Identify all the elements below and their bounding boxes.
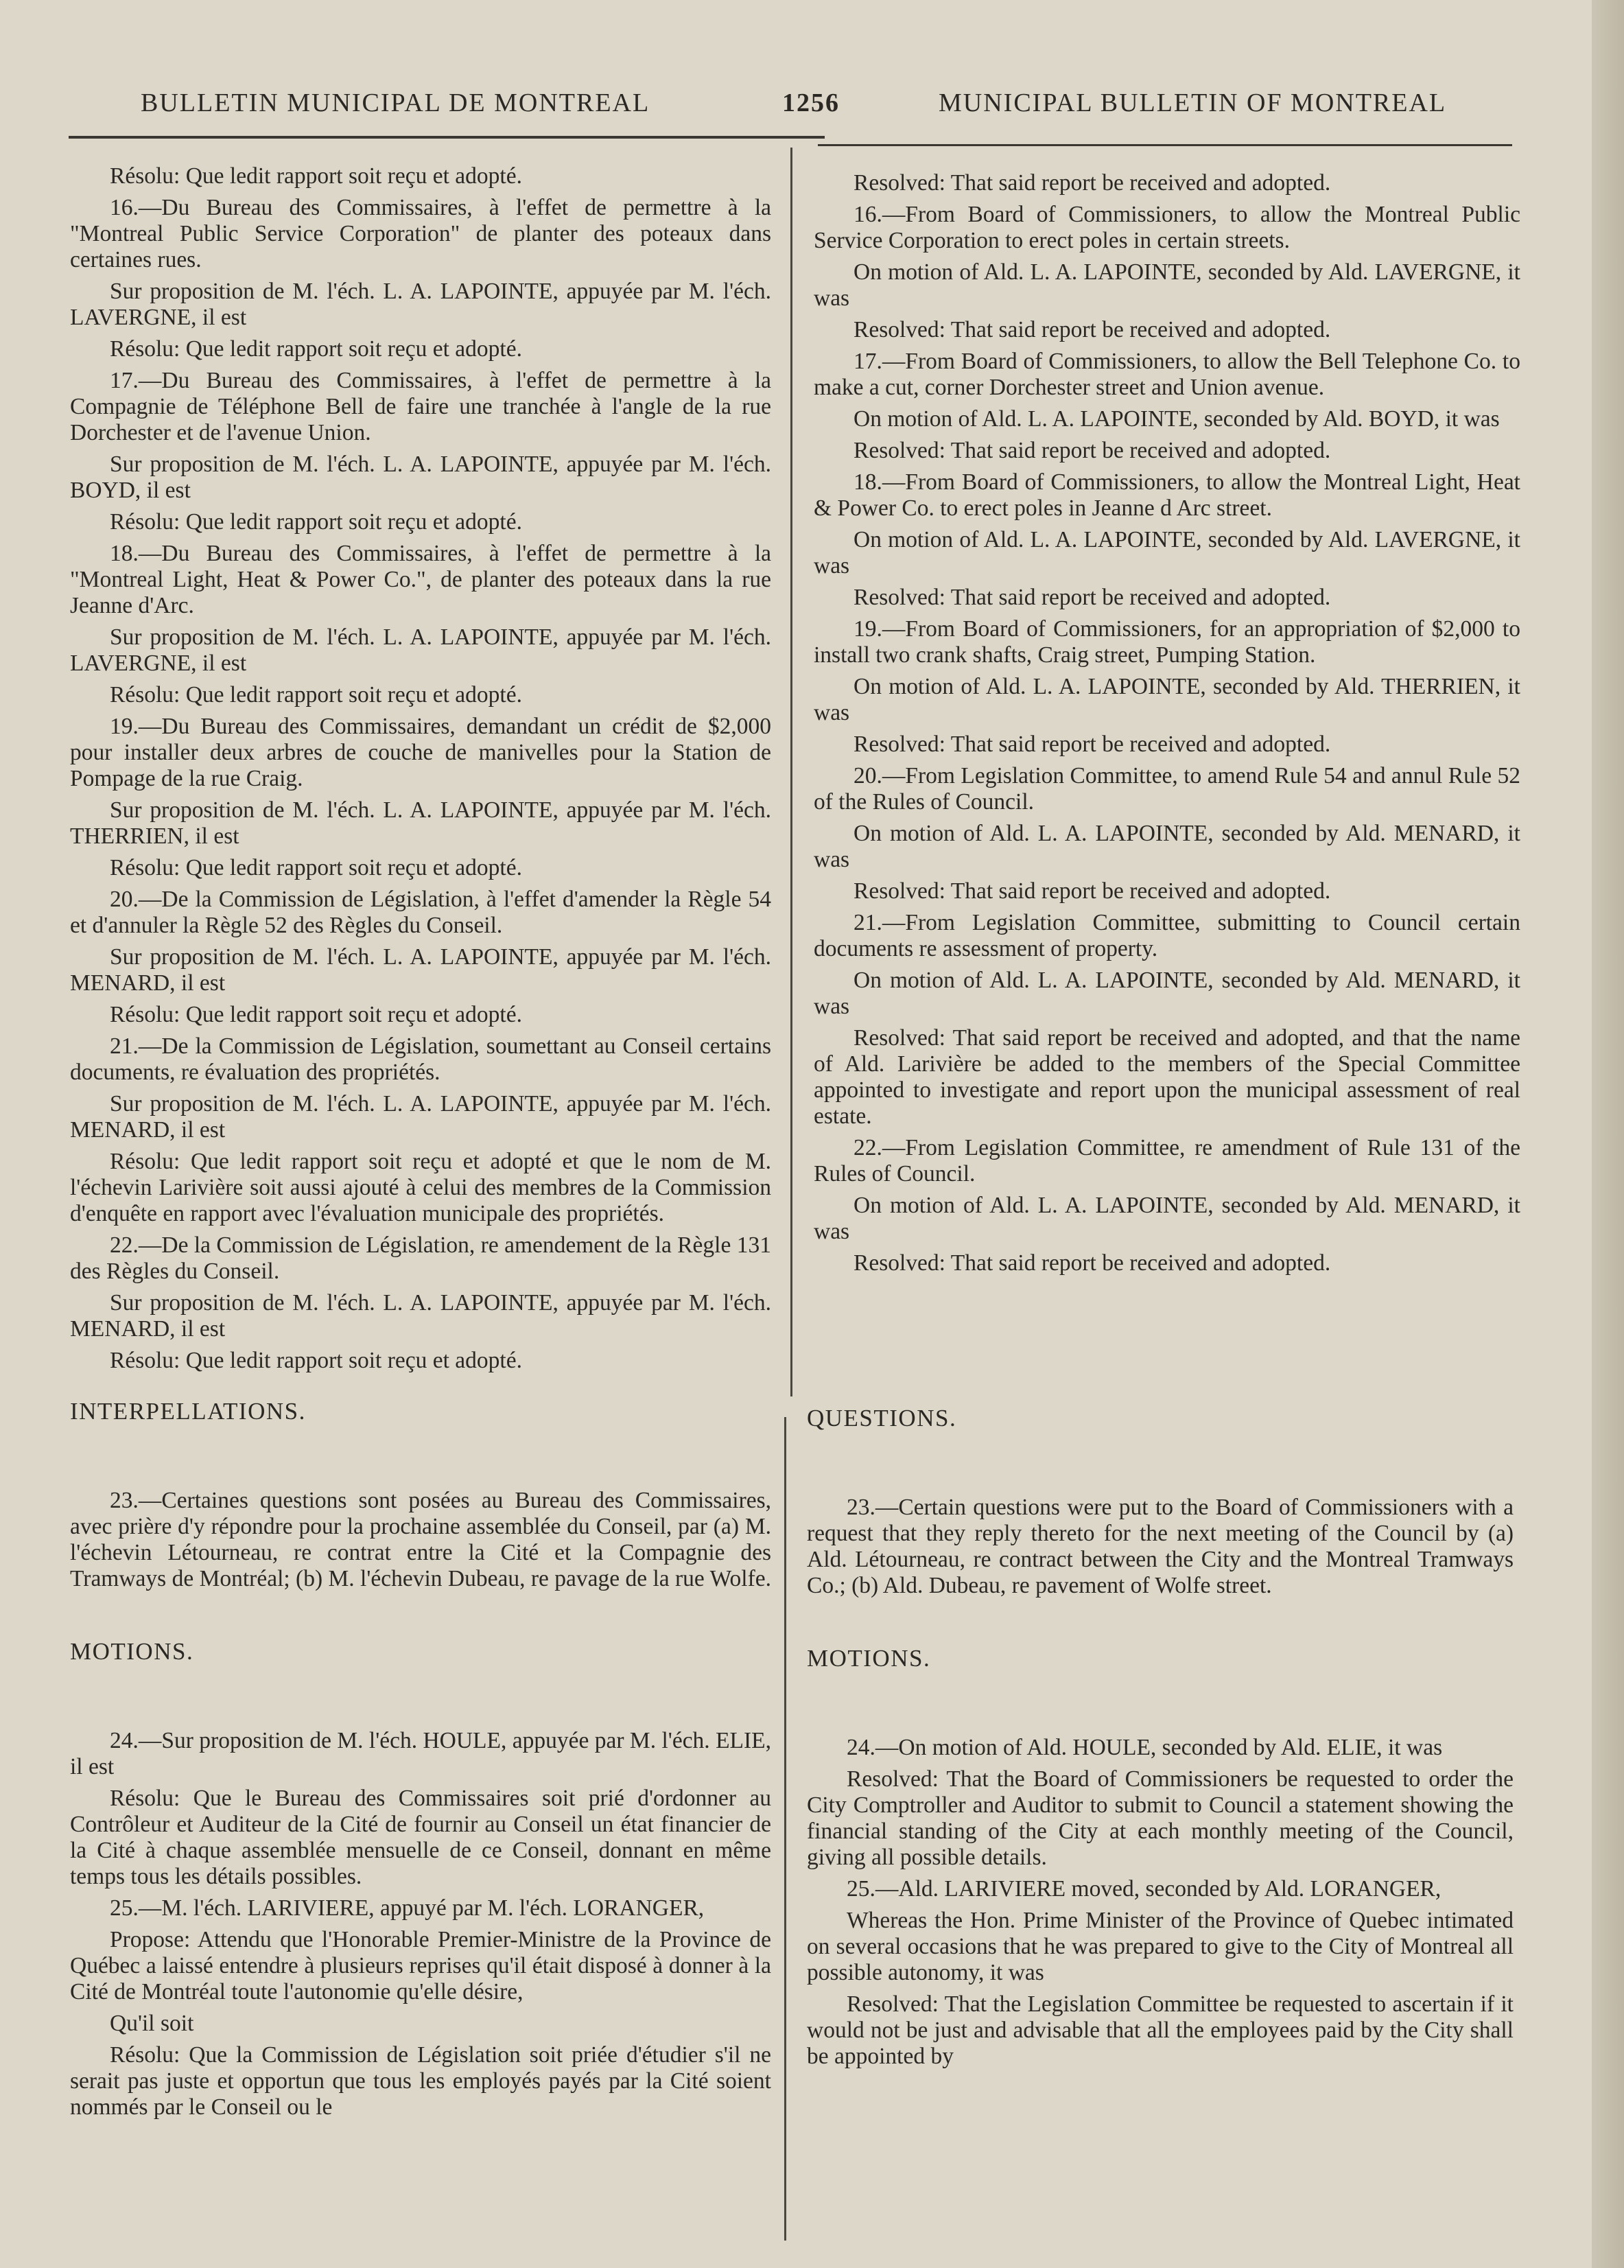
fr-paragraph: 16.—Du Bureau des Commissaires, à l'effet de permettre à la "Montreal Public Service Corporation" de planter des poteaux dans certaines rues.	[70, 195, 771, 272]
fr-motion-paragraph: 25.—M. l'éch. LARIVIERE, appuyé par M. l'éch. LORANGER,	[110, 1895, 705, 1921]
fr-paragraph: Sur proposition de M. l'éch. L. A. LAPOINTE, appuyée par M. l'éch. MENARD, il est	[70, 944, 771, 996]
en-motion-paragraph: Resolved: That the Legislation Committee be requested to ascertain if it would not be just and advisable that all the employees paid by the City shall be appointed by	[807, 1991, 1514, 2069]
questions-text: 23.—Certain questions were put to the Board of Commissioners with a request that they reply thereto for the next meeting of the Council by (a) Ald. Létourneau, re contract between the City and the Montreal Tramways Co.; (b) Ald. Dubeau, re pavement of Wolfe street.	[807, 1495, 1514, 1598]
fr-paragraph: Sur proposition de M. l'éch. L. A. LAPOINTE, appuyée par M. l'éch. LAVERGNE, il est	[70, 624, 771, 676]
english-column-top	[814, 170, 1520, 1282]
en-motion-paragraph: Resolved: That the Board of Commissioners be requested to order the City Comptroller and Auditor to submit to Council a statement showing the financial standing of the City at each monthly meeting of the Council, giving all possible details.	[807, 1766, 1514, 1870]
fr-paragraph: 18.—Du Bureau des Commissaires, à l'effet de permettre à la "Montreal Light, Heat & Power Co.", de planter des poteaux dans la rue Jeanne d'Arc.	[70, 541, 771, 618]
en-paragraph: Resolved: That said report be received and adopted, and that the name of Ald. Larivière be added to the members of the Special Committee appointed to investigate and report upon the municipal assessment of real estate.	[814, 1025, 1520, 1129]
en-paragraph: On motion of Ald. L. A. LAPOINTE, seconded by Ald. MENARD, it was	[814, 1193, 1520, 1244]
fr-paragraph: Résolu: Que ledit rapport soit reçu et adopté et que le nom de M. l'échevin Larivière soit aussi ajouté à celui des membres de la Commission d'enquête en rapport avec l'évaluation municipale des propriétés.	[70, 1149, 771, 1226]
en-paragraph: On motion of Ald. L. A. LAPOINTE, seconded by Ald. THERRIEN, it was	[814, 674, 1520, 725]
section-gap	[807, 1604, 1514, 1646]
page-number: 1256	[782, 89, 840, 117]
en-paragraph: 18.—From Board of Commissioners, to allow the Montreal Light, Heat & Power Co. to erect poles in Jeanne d Arc street.	[814, 469, 1520, 521]
fr-paragraph: Résolu: Que ledit rapport soit reçu et adopté.	[110, 1348, 522, 1373]
fr-paragraph: Sur proposition de M. l'éch. L. A. LAPOINTE, appuyée par M. l'éch. THERRIEN, il est	[70, 797, 771, 849]
fr-paragraph: 19.—Du Bureau des Commissaires, demandant un crédit de $2,000 pour installer deux arbres de couche de manivelles pour la Station de Pompage de la rue Craig.	[70, 714, 771, 791]
fr-paragraph: Sur proposition de M. l'éch. L. A. LAPOINTE, appuyée par M. l'éch. LAVERGNE, il est	[70, 279, 771, 330]
en-paragraph: Resolved: That said report be received and adopted.	[854, 878, 1331, 904]
header-rule-left	[69, 136, 825, 139]
fr-paragraph: Résolu: Que ledit rapport soit reçu et adopté.	[110, 336, 522, 362]
en-paragraph: Resolved: That said report be received and adopted.	[854, 1250, 1331, 1276]
french-column-bottom	[70, 1399, 771, 2126]
en-paragraph: 22.—From Legislation Committee, re amendment of Rule 131 of the Rules of Council.	[814, 1135, 1520, 1186]
questions-heading: QUESTIONS.	[807, 1405, 957, 1431]
fr-motions-heading: MOTIONS.	[70, 1638, 194, 1665]
english-column-bottom	[807, 1405, 1514, 2075]
fr-motion-paragraph: 24.—Sur proposition de M. l'éch. HOULE, appuyée par M. l'éch. ELIE, il est	[70, 1728, 771, 1779]
en-paragraph: Resolved: That said report be received and adopted.	[854, 170, 1331, 196]
en-paragraph: On motion of Ald. L. A. LAPOINTE, seconded by Ald. LAVERGNE, it was	[814, 527, 1520, 578]
fr-paragraph: Résolu: Que ledit rapport soit reçu et adopté.	[110, 509, 522, 535]
en-paragraph: On motion of Ald. L. A. LAPOINTE, seconded by Ald. MENARD, it was	[814, 821, 1520, 872]
fr-motion-paragraph: Qu'il soit	[110, 2011, 194, 2036]
fr-motion-paragraph: Résolu: Que la Commission de Législation soit priée d'étudier s'il ne serait pas juste et opportun que tous les employés payés par la Cité soient nommés par le Conseil ou le	[70, 2042, 771, 2120]
en-paragraph: Resolved: That said report be received and adopted.	[854, 317, 1331, 342]
interpellations-heading: INTERPELLATIONS.	[70, 1398, 306, 1425]
en-paragraph: On motion of Ald. L. A. LAPOINTE, seconded by Ald. BOYD, it was	[854, 406, 1500, 432]
fr-paragraph: 21.—De la Commission de Législation, soumettant au Conseil certains documents, re évaluation des propriétés.	[70, 1033, 771, 1085]
fr-motion-paragraph: Propose: Attendu que l'Honorable Premier-Ministre de la Province de Québec a laissé entendre à plusieurs reprises qu'il était disposé à donner à la Cité de Montréal toute l'autonomie qu'elle désire,	[70, 1927, 771, 2004]
en-motion-paragraph: 25.—Ald. LARIVIERE moved, seconded by Ald. LORANGER,	[847, 1876, 1441, 1902]
en-paragraph: Resolved: That said report be received and adopted.	[854, 585, 1331, 610]
fr-paragraph: Sur proposition de M. l'éch. L. A. LAPOINTE, appuyée par M. l'éch. MENARD, il est	[70, 1091, 771, 1143]
fr-paragraph: Sur proposition de M. l'éch. L. A. LAPOINTE, appuyée par M. l'éch. BOYD, il est	[70, 452, 771, 503]
en-paragraph: 16.—From Board of Commissioners, to allow the Montreal Public Service Corporation to erect poles in certain streets.	[814, 202, 1520, 253]
interpellations-text: 23.—Certaines questions sont posées au Bureau des Commissaires, avec prière d'y répondre pour la prochaine assemblée du Conseil, par (a) M. l'échevin Létourneau, re contrat entre la Cité et la Compagnie des Tramways de Montréal; (b) M. l'échevin Dubeau, re pavage de la rue Wolfe.	[70, 1488, 771, 1591]
en-paragraph: 21.—From Legislation Committee, submitting to Council certain documents re assessment of property.	[814, 910, 1520, 961]
header-french-title: BULLETIN MUNICIPAL DE MONTREAL	[141, 89, 650, 117]
header-rule-right	[818, 144, 1512, 146]
en-paragraph: On motion of Ald. L. A. LAPOINTE, seconded by Ald. MENARD, it was	[814, 968, 1520, 1019]
en-motion-paragraph: 24.—On motion of Ald. HOULE, seconded by Ald. ELIE, it was	[847, 1735, 1443, 1760]
header-english-title: MUNICIPAL BULLETIN OF MONTREAL	[939, 89, 1447, 117]
en-paragraph: 17.—From Board of Commissioners, to allow the Bell Telephone Co. to make a cut, corner Dorchester street and Union avenue.	[814, 349, 1520, 400]
fr-paragraph: Résolu: Que ledit rapport soit reçu et adopté.	[110, 1002, 522, 1027]
column-divider	[790, 148, 792, 1396]
en-motions-heading: MOTIONS.	[807, 1645, 931, 1672]
section-gap	[70, 1598, 771, 1639]
fr-motion-paragraph: Résolu: Que le Bureau des Commissaires soit prié d'ordonner au Contrôleur et Auditeur de la Cité de fournir au Conseil un état financier de la Cité à chaque assemblée mensuelle de ce Conseil, donnant en même temps tous les détails possibles.	[70, 1786, 771, 1889]
en-paragraph: Resolved: That said report be received and adopted.	[854, 438, 1331, 463]
en-paragraph: On motion of Ald. L. A. LAPOINTE, seconded by Ald. LAVERGNE, it was	[814, 259, 1520, 311]
fr-paragraph: Résolu: Que ledit rapport soit reçu et adopté.	[110, 682, 522, 708]
en-paragraph: 19.—From Board of Commissioners, for an appropriation of $2,000 to install two crank shafts, Craig street, Pumping Station.	[814, 616, 1520, 668]
en-paragraph: 20.—From Legislation Committee, to amend Rule 54 and annul Rule 52 of the Rules of Council.	[814, 763, 1520, 815]
page-edge-shadow	[1592, 0, 1624, 2268]
fr-paragraph: 22.—De la Commission de Législation, re amendement de la Règle 131 des Règles du Conseil.	[70, 1232, 771, 1284]
fr-paragraph: 17.—Du Bureau des Commissaires, à l'effet de permettre à la Compagnie de Téléphone Bell de faire une tranchée à l'angle de la rue Dorchester et de l'avenue Union.	[70, 368, 771, 445]
en-motion-paragraph: Whereas the Hon. Prime Minister of the Province of Quebec intimated on several occasions that he was prepared to give to the City of Montreal all possible autonomy, it was	[807, 1908, 1514, 1985]
fr-paragraph: Résolu: Que ledit rapport soit reçu et adopté.	[110, 855, 522, 880]
fr-paragraph: Résolu: Que ledit rapport soit reçu et adopté.	[110, 163, 522, 189]
fr-paragraph: 20.—De la Commission de Législation, à l'effet d'amender la Règle 54 et d'annuler la Règle 52 des Règles du Conseil.	[70, 887, 771, 938]
running-header	[0, 81, 1624, 129]
column-divider-lower	[784, 1417, 786, 2241]
french-column-top	[70, 163, 771, 1379]
en-paragraph: Resolved: That said report be received and adopted.	[854, 732, 1331, 757]
fr-paragraph: Sur proposition de M. l'éch. L. A. LAPOINTE, appuyée par M. l'éch. MENARD, il est	[70, 1290, 771, 1342]
